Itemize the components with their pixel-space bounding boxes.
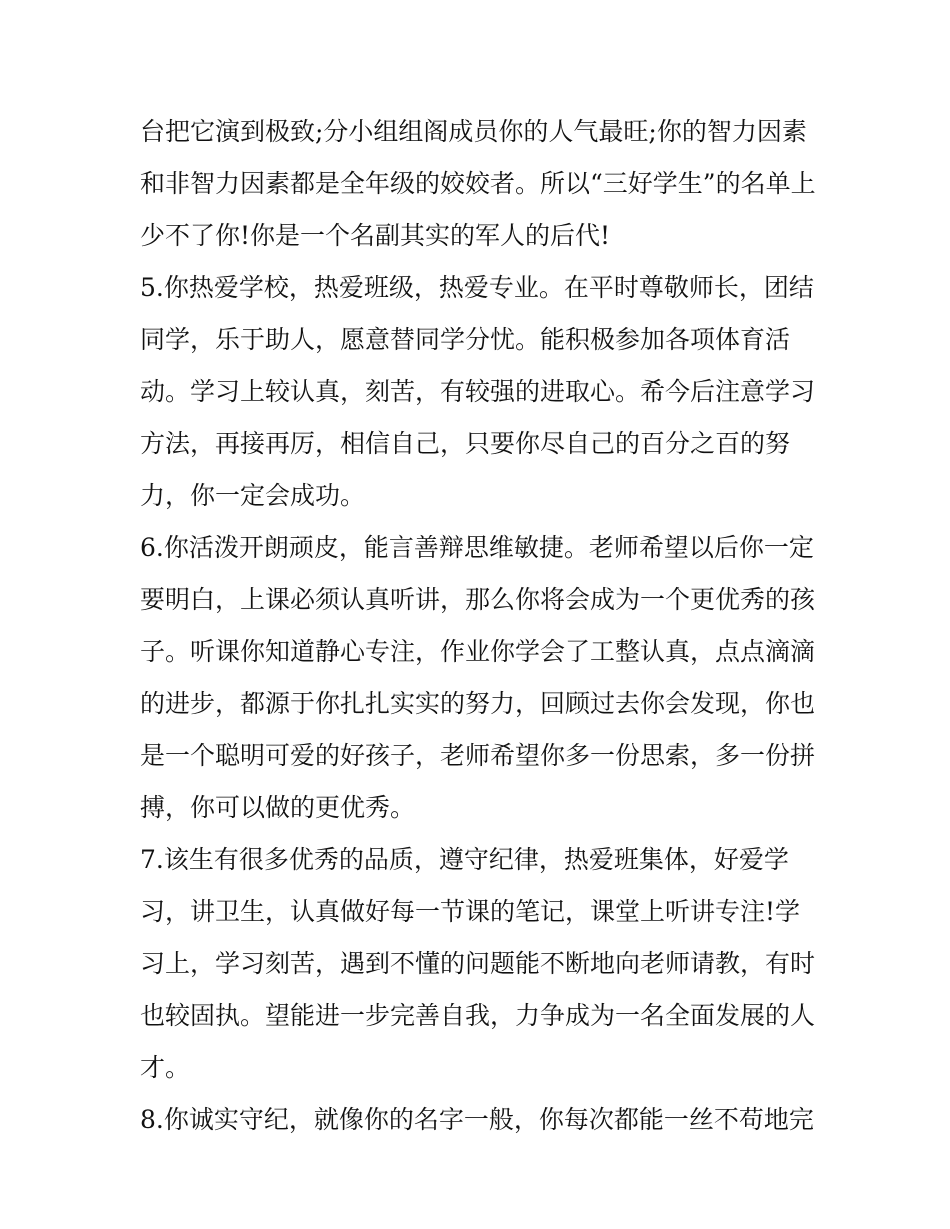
text-line: 和非智力因素都是全年级的姣姣者。所以“三好学生”的名单上 [140,169,816,198]
document-body [140,106,820,1146]
text-line: 搏，你可以做的更优秀。 [140,793,416,822]
text-line: 也较固执。望能进一步完善自我，力争成为一名全面发展的人 [140,1001,816,1030]
text-line: 才。 [140,1053,191,1082]
text-line: 台把它演到极致;分小组组阁成员你的人气最旺;你的智力因素 [140,117,807,146]
text-line: 少不了你!你是一个名副其实的军人的后代! [140,221,611,250]
text-line: 的进步，都源于你扎扎实实的努力，回顾过去你会发现，你也 [140,689,816,718]
text-line: 方法，再接再厉，相信自己，只要你尽自己的百分之百的努 [140,429,791,458]
text-line: 习，讲卫生，认真做好每一节课的笔记，课堂上听讲专注!学 [140,897,801,926]
text-line: 7.该生有很多优秀的品质，遵守纪律，热爱班集体，好爱学 [140,845,789,874]
text-line: 动。学习上较认真，刻苦，有较强的进取心。希今后注意学习 [140,377,816,406]
text-line: 8.你诚实守纪，就像你的名字一般，你每次都能一丝不苟地完 [140,1105,814,1134]
text-line: 是一个聪明可爱的好孩子，老师希望你多一份思索，多一份拼 [140,741,816,770]
text-line: 6.你活泼开朗顽皮，能言善辩思维敏捷。老师希望以后你一定 [140,533,814,562]
text-line: 同学，乐于助人，愿意替同学分忧。能积极参加各项体育活 [140,325,791,354]
text-line: 5.你热爱学校，热爱班级，热爱专业。在平时尊敬师长，团结 [140,273,814,302]
text-line: 要明白，上课必须认真听讲，那么你将会成为一个更优秀的孩 [140,585,816,614]
text-line: 力，你一定会成功。 [140,481,366,510]
text-line: 子。听课你知道静心专注，作业你学会了工整认真，点点滴滴 [140,637,816,666]
text-line: 习上，学习刻苦，遇到不懂的问题能不断地向老师请教，有时 [140,949,816,978]
